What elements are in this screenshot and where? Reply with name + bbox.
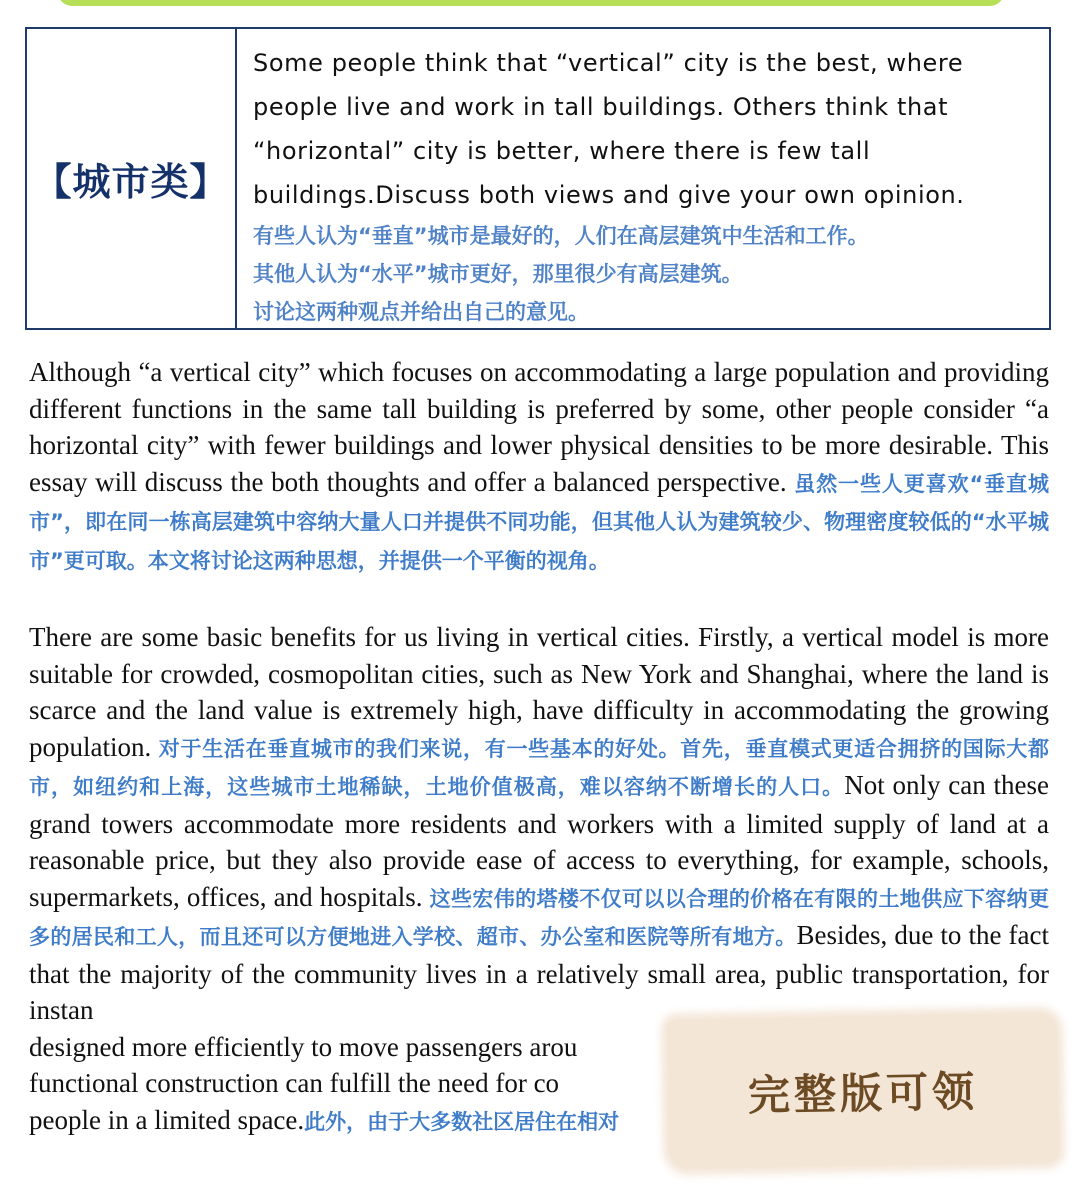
body-english-5: functional construction can fulfill the need for co	[29, 1068, 560, 1098]
body-english-2: Not only can these grand towers accommodate more residents and workers with a limited supply of land at a reasonable price, but they also provide ease of access to everything, for example, schools, supermarkets, offices, and hospitals.	[29, 770, 1049, 912]
category-cell	[27, 29, 237, 328]
body-english-6: people in a limited space.	[29, 1104, 305, 1135]
body-chinese-translation-3: 此外，由于大多数社区居住在相对	[304, 1109, 620, 1134]
essay-paragraph-intro	[29, 354, 1049, 579]
task-prompt-chinese-line-3: 讨论这两种观点并给出自己的意见。	[253, 300, 589, 324]
intro-english: Although “a vertical city” which focuses on accommodating a large population and providing different functions in the same tall building is preferred by some, other people consider “a horizontal city” with fewer buildings and lower physical densities to be more desirable. This essay will discuss the both thoughts and offer a balanced perspective.	[29, 357, 1049, 497]
body-english-4: designed more efficiently to move passengers arou	[29, 1031, 578, 1062]
stamp-label: 完整版可领	[747, 1066, 979, 1121]
top-banner-strip	[58, 0, 1004, 6]
body-chinese-translation-1: 对于生活在垂直城市的我们来说，有一些基本的好处。首先，垂直模式更适合拥挤的国际大都市，如纽约和上海，这些城市土地稀缺，土地价值极高，难以容纳不断增长的人口。	[29, 736, 1049, 799]
task-prompt-chinese-line-2: 其他人认为“水平”城市更好，那里很少有高层建筑。	[253, 262, 743, 286]
task-prompt-box	[25, 27, 1051, 330]
task-prompt-chinese-line-1: 有些人认为“垂直”城市是最好的，人们在高层建筑中生活和工作。	[253, 224, 869, 248]
category-label: 【城市类】	[33, 160, 229, 204]
task-prompt-english: Some people think that “vertical” city is the best, where people live and work in tall buildings. Others think that “horizontal” city is better, where there is few tall buildings.Discuss both views and give your own opinion.	[253, 49, 965, 209]
full-version-stamp[interactable]	[667, 1013, 1060, 1170]
intro-chinese-translation: 虽然一些人更喜欢“垂直城市”，即在同一栋高层建筑中容纳大量人口并提供不同功能，但其他人认为建筑较少、物理密度较低的“水平城市”更可取。本文将讨论这两种思想，并提供一个平衡的视角。	[29, 471, 1049, 573]
body-chinese-translation-2: 这些宏伟的塔楼不仅可以以合理的价格在有限的土地供应下容纳更多的居民和工人，而且还可以方便地进入学校、超市、办公室和医院等所有地方。	[29, 886, 1049, 949]
body-english-3: Besides, due to the fact that the majority of the community lives in a relatively small area, public transportation, for instan	[29, 920, 1049, 1025]
task-text-cell	[237, 29, 1049, 328]
body-english-1: There are some basic benefits for us living in vertical cities. Firstly, a vertical model is more suitable for crowded, cosmopolitan cities, such as New York and Shanghai, where the land is scarce and the land value is extremely high, have difficulty in accommodating the growing population.	[29, 622, 1049, 762]
